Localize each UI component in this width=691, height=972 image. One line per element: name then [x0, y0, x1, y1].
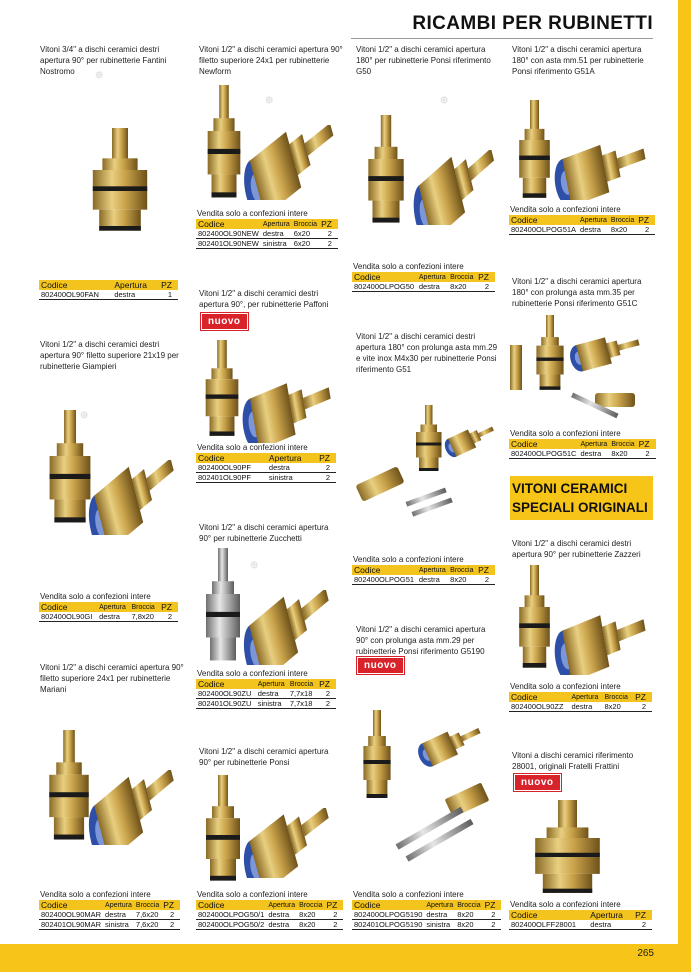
- product-table: Codice Apertura Broccia PZ 802400OL90NEW destra 6x20 2 802401OL90NEW sinistra 6x20 2: [196, 219, 338, 249]
- product-table: Codice Apertura Broccia PZ 802400OLPOG50 destra 8x20 2: [352, 272, 495, 292]
- cartridge-photo: [240, 125, 340, 200]
- cartridge-photo: [512, 565, 557, 670]
- table-row: 802400OL90GI destra 7,8x20 2: [39, 612, 178, 622]
- cartridge-photo: [80, 128, 160, 233]
- cartridge-photo: [352, 705, 502, 885]
- product-description: Vitoni 1/2" a dischi ceramici apertura 90° per rubinetterie Zucchetti: [199, 523, 329, 543]
- page-number: 265: [637, 948, 654, 959]
- table-row: 802400OLPOG51A destra 8x20 2: [509, 225, 655, 235]
- watermark-logo: ⊕: [440, 95, 449, 106]
- cartridge-photo: [240, 808, 335, 878]
- new-badge: nuovo: [514, 774, 561, 791]
- cartridge-photo: [512, 100, 557, 200]
- product-description: Vitoni 1/2" a dischi ceramici destri apertura 90° filetto superiore 21x19 per rubinetterie Giampieri: [40, 340, 179, 371]
- side-color-bar: [678, 0, 691, 972]
- cartridge-photo: [240, 590, 335, 665]
- sold-note: Vendita solo a confezioni intere: [197, 443, 308, 452]
- new-badge: nuovo: [357, 657, 404, 674]
- product-description: Vitoni 1/2" a dischi ceramici apertura 90° per rubinetterie Ponsi: [199, 747, 329, 767]
- bottom-color-strip: [0, 944, 691, 972]
- cartridge-photo: [85, 770, 180, 845]
- product-description: Vitoni 1/2" a dischi ceramici apertura 90° filetto superiore 24x1 per rubinetterie Newform: [199, 45, 343, 76]
- product-table: Codice Apertura Broccia PZ 802400OLPOG50/1 destra 8x20 2 802400OLPOG50/2 destra 8x20 2: [196, 900, 343, 930]
- sold-note: Vendita solo a confezioni intere: [40, 592, 151, 601]
- cartridge-photo: [520, 800, 615, 895]
- product-table: Codice Apertura PZ 802400OLFF28001 destra 2: [509, 910, 652, 930]
- sold-note: Vendita solo a confezioni intere: [353, 890, 464, 899]
- cartridge-photo: [552, 610, 650, 675]
- table-row: 802401OL90NEW sinistra 6x20 2: [196, 239, 338, 249]
- page-title: RICAMBI PER RUBINETTI: [412, 13, 653, 34]
- cartridge-photo: [510, 315, 655, 425]
- cartridge-photo: [552, 140, 650, 200]
- cartridge-photo: [355, 395, 495, 520]
- product-description: Vitoni 3/4" a dischi ceramici destri apertura 90° per rubinetterie Fantini Nostromo: [40, 45, 167, 76]
- cartridge-photo: [240, 378, 335, 443]
- sold-note: Vendita solo a confezioni intere: [510, 900, 621, 909]
- sold-note: Vendita solo a confezioni intere: [197, 890, 308, 899]
- sold-note: Vendita solo a confezioni intere: [197, 669, 308, 678]
- product-table: Codice Apertura PZ 802400OL90FAN destra 1: [39, 280, 178, 300]
- product-table: Codice Apertura Broccia PZ 802400OLPOG5190 destra 8x20 2 802401OLPOG5190 sinistra 8x20 2: [352, 900, 501, 930]
- table-row: 802400OL90ZU destra 7,7x18 2: [196, 689, 336, 699]
- product-table: Codice Apertura Broccia PZ 802400OL90ZZ destra 8x20 2: [509, 692, 652, 712]
- table-row: 802400OL90NEW destra 6x20 2: [196, 229, 338, 239]
- product-description: Vitoni a dischi ceramici riferimento 28001, originali Fratelli Frattini: [512, 751, 634, 771]
- table-row: 802400OL90MAR destra 7,6x20 2: [39, 910, 180, 920]
- watermark-logo: ⊕: [250, 560, 259, 571]
- product-description: Vitoni 1/2" a dischi ceramici destri apertura 180° con prolunga asta mm.29 e vite inox M4x30 per rubinetterie Ponsi riferimento G51: [356, 332, 498, 374]
- cartridge-photo: [198, 340, 246, 438]
- product-table: Codice Apertura PZ 802400OL90PF destra 2 802401OL90PF sinistra 2: [196, 453, 336, 483]
- product-table: Codice Apertura Broccia PZ 802400OLPOG51 destra 8x20 2: [352, 565, 495, 585]
- watermark-logo: ⊕: [95, 70, 104, 81]
- sold-note: Vendita solo a confezioni intere: [510, 682, 621, 691]
- product-table: Codice Apertura Broccia PZ 802400OL90MAR destra 7,6x20 2 802401OL90MAR sinistra 7,6x20 2: [39, 900, 180, 930]
- table-row: 802400OL90PF destra 2: [196, 463, 336, 473]
- table-row: 802401OL90MAR sinistra 7,6x20 2: [39, 920, 180, 930]
- product-description: Vitoni 1/2" a dischi ceramici destri apertura 90° per rubinetterie Zazzeri: [512, 539, 641, 559]
- table-row: 802400OLPOG5190 destra 8x20 2: [352, 910, 501, 920]
- cartridge-photo: [410, 150, 500, 225]
- product-description: Vitoni 1/2" a dischi ceramici apertura 180° per rubinetterie Ponsi riferimento G50: [356, 45, 491, 76]
- product-description: Vitoni 1/2" a dischi ceramici apertura 90° filetto superiore 24x1 per rubinetterie Mariani: [40, 663, 184, 694]
- sold-note: Vendita solo a confezioni intere: [510, 205, 621, 214]
- watermark-logo: ⊕: [265, 95, 274, 106]
- table-row: 802400OLFF28001 destra 2: [509, 920, 652, 930]
- sold-note: Vendita solo a confezioni intere: [353, 262, 464, 271]
- table-row: 802400OLPOG51 destra 8x20 2: [352, 575, 495, 585]
- sold-note: Vendita solo a confezioni intere: [197, 209, 308, 218]
- table-row: 802400OLPOG50/2 destra 8x20 2: [196, 920, 343, 930]
- product-table: Codice Apertura Broccia PZ 802400OLPOG51C destra 8x20 2: [509, 439, 656, 459]
- table-row: 802400OLPOG51C destra 8x20 2: [509, 449, 656, 459]
- product-description: Vitoni 1/2" a dischi ceramici apertura 90° con prolunga asta mm.29 per rubinetterie Ponsi riferimento G5190: [356, 625, 486, 656]
- product-description: Vitoni 1/2" a dischi ceramici apertura 180° con asta mm.51 per rubinetterie Ponsi riferimento G51A: [512, 45, 644, 76]
- product-description: Vitoni 1/2" a dischi ceramici apertura 180° con prolunga asta mm.35 per rubinetterie Ponsi riferimento G51C: [512, 277, 642, 308]
- cartridge-photo: [360, 115, 412, 225]
- sold-note: Vendita solo a confezioni intere: [40, 890, 151, 899]
- product-table: Codice Apertura Broccia PZ 802400OL90ZU destra 7,7x18 2 802401OL90ZU sinistra 7,7x18 2: [196, 679, 336, 709]
- cartridge-photo: [85, 460, 180, 535]
- product-table: Codice Apertura Broccia PZ 802400OL90GI destra 7,8x20 2: [39, 602, 178, 622]
- table-row: 802400OLPOG50 destra 8x20 2: [352, 282, 495, 292]
- sold-note: Vendita solo a confezioni intere: [353, 555, 464, 564]
- table-row: 802400OL90ZZ destra 8x20 2: [509, 702, 652, 712]
- title-rule: [351, 38, 653, 39]
- table-row: 802400OLPOG50/1 destra 8x20 2: [196, 910, 343, 920]
- table-row: 802401OL90PF sinistra 2: [196, 473, 336, 483]
- product-table: Codice Apertura Broccia PZ 802400OLPOG51A destra 8x20 2: [509, 215, 655, 235]
- watermark-logo: ⊕: [80, 410, 89, 421]
- table-row: 802401OLPOG5190 sinistra 8x20 2: [352, 920, 501, 930]
- table-row: 802401OL90ZU sinistra 7,7x18 2: [196, 699, 336, 709]
- new-badge: nuovo: [201, 313, 248, 330]
- sold-note: Vendita solo a confezioni intere: [510, 429, 621, 438]
- section-heading: VITONI CERAMICI SPECIALI ORIGINALI: [512, 481, 648, 515]
- table-row: 802400OL90FAN destra 1: [39, 290, 178, 300]
- product-description: Vitoni 1/2" a dischi ceramici destri apertura 90°, per rubinetterie Paffoni: [199, 289, 329, 309]
